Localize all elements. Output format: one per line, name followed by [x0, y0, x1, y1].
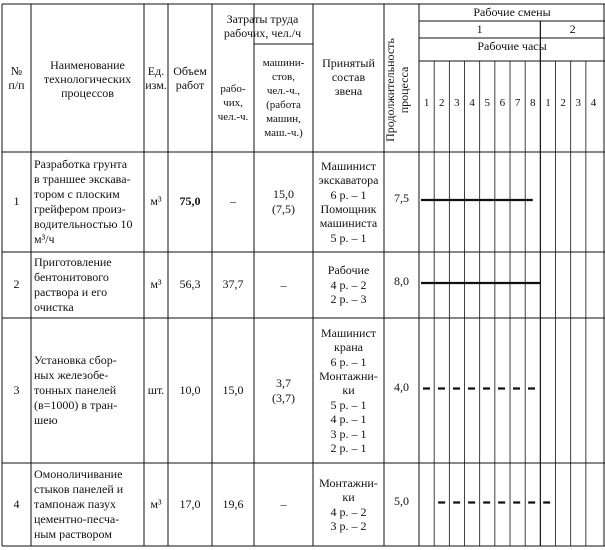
hour-number: 2 — [438, 97, 445, 109]
crew-cell-line: Машинист — [320, 158, 377, 173]
header-labor-workers-line: чел.-ч. — [217, 111, 249, 123]
machinists-cell — [254, 278, 313, 293]
volume-cell: 56,3 — [179, 277, 201, 291]
duration-cell: 5,0 — [394, 493, 409, 508]
crew-cell — [313, 326, 384, 456]
header-labor-machinists — [254, 56, 313, 140]
process-name — [34, 255, 141, 315]
header-labor-machinists-line: чел.-ч., — [266, 85, 301, 97]
process-name-line: водительностью 10 — [34, 217, 133, 231]
header-num-line: п/п — [8, 78, 25, 92]
process-name-line: (в=1000) в тран- — [34, 398, 118, 412]
header-unit — [144, 64, 168, 92]
duration-cell: 4,0 — [394, 379, 409, 394]
header-labor-machinists-line: машин, — [266, 113, 301, 125]
crew-cell-line: 5 р. – 1 — [330, 397, 367, 412]
crew-cell-line: ки — [342, 383, 355, 398]
machinists-cell-line: 15,0 — [273, 187, 294, 201]
volume-cell: 75,0 — [179, 194, 201, 208]
workers-cell: 37,7 — [222, 277, 244, 291]
process-name-line: раствора и его — [34, 285, 108, 299]
hour-number: 3 — [454, 97, 460, 109]
header-labor-workers-line: чих, — [223, 97, 243, 109]
row-number: 4 — [13, 496, 20, 511]
row-number: 3 — [13, 382, 20, 397]
hour-number: 1 — [545, 97, 551, 109]
header-labor-machinists-line: машини- — [262, 57, 305, 69]
process-name-line: тампонаж пазух — [34, 497, 117, 511]
machinists-cell — [254, 376, 313, 406]
header-labor-machinists-line: (работа — [266, 99, 301, 111]
header-labor-workers — [212, 82, 254, 124]
hour-number: 2 — [560, 97, 566, 109]
process-name-line: Разработка грунта — [34, 157, 128, 171]
header-duration-line: процесса — [397, 66, 411, 114]
header-crew-line: состав — [331, 70, 366, 84]
shift-number: 1 — [476, 22, 483, 36]
unit-cell: м³ — [150, 496, 162, 511]
process-name-line: шею — [34, 413, 58, 427]
crew-cell-line: Помощник — [320, 202, 377, 217]
hour-number: 4 — [590, 97, 597, 109]
header-crew — [313, 56, 384, 98]
header-name — [31, 58, 144, 100]
hour-number: 1 — [423, 97, 430, 109]
unit-cell: м³ — [150, 194, 162, 208]
machinists-cell — [254, 187, 313, 217]
header-num-line: № — [10, 64, 23, 78]
process-name-line: очистка — [34, 300, 74, 314]
hour-number: 6 — [499, 97, 506, 109]
duration-cell: 7,5 — [394, 191, 409, 205]
crew-cell-line: 5 р. – 1 — [330, 230, 367, 245]
header-shifts: Рабочие смены — [473, 5, 551, 19]
process-name-line: ных железобе- — [34, 368, 109, 382]
crew-cell-line: 6 р. – 1 — [330, 354, 367, 369]
crew-cell-line: Монтажни- — [319, 475, 378, 490]
process-name-line: грейфером произ- — [34, 202, 126, 216]
process-name-line: Установка сбор- — [34, 353, 117, 367]
header-volume-line: работ — [175, 78, 205, 92]
crew-cell-line: 2 р. – 1 — [330, 440, 367, 455]
volume-cell: 17,0 — [179, 496, 201, 511]
crew-cell-line: 4 р. – 2 — [330, 504, 367, 519]
header-crew-line: звена — [334, 84, 363, 98]
workers-cell: – — [230, 194, 236, 208]
crew-cell-line: крана — [334, 340, 363, 355]
crew-cell-line: экскаватора — [318, 173, 379, 188]
header-crew-line: Принятый — [322, 56, 375, 70]
crew-cell-line: 6 р. – 1 — [330, 187, 367, 202]
header-num — [2, 64, 31, 92]
hour-number: 4 — [469, 97, 475, 109]
header-labor-machinists-line: стов, — [272, 71, 295, 83]
header-volume — [168, 64, 212, 92]
crew-cell-line: 3 р. – 1 — [330, 426, 367, 441]
header-labor — [212, 12, 313, 40]
process-name — [34, 467, 141, 542]
crew-cell — [313, 476, 384, 534]
crew-cell-line: 3 р. – 2 — [330, 518, 367, 533]
header-duration — [383, 37, 419, 143]
header-labor-workers-line: рабо- — [220, 83, 246, 95]
row-number: 1 — [13, 194, 20, 208]
machinists-cell-line: (7,5) — [272, 202, 295, 216]
header-name-line: процессов — [61, 86, 114, 100]
volume-cell: 10,0 — [179, 382, 201, 397]
crew-cell-line: 4 р. – 1 — [330, 412, 367, 427]
process-name-line: бентонитового — [34, 270, 109, 284]
crew-cell — [313, 263, 384, 306]
process-name-line: м³/ч — [34, 232, 55, 246]
process-name-line: Приготовление — [34, 255, 112, 269]
machinists-cell — [254, 497, 313, 512]
process-name — [34, 353, 141, 428]
header-unit-line: изм. — [145, 78, 167, 92]
crew-cell-line: Машинист — [320, 325, 377, 340]
process-name-line: цементно-песча- — [34, 512, 120, 526]
crew-cell-line: Монтажни- — [319, 368, 378, 383]
header-name-line: Наименование — [50, 58, 125, 72]
machinists-cell-line: – — [280, 497, 287, 511]
header-labor-line: Затраты труда — [226, 12, 299, 26]
process-name-line: Омоноличивание — [34, 467, 123, 481]
unit-cell: шт. — [147, 382, 165, 397]
hour-number: 8 — [530, 97, 536, 109]
row-number: 2 — [13, 277, 20, 291]
crew-cell-line: ки — [342, 490, 355, 505]
process-name-line: ным раствором — [34, 527, 112, 541]
duration-cell: 8,0 — [394, 274, 409, 288]
crew-cell-line: машиниста — [319, 216, 378, 231]
header-labor-machinists-line: маш.-ч.) — [264, 127, 303, 139]
shift-number: 2 — [569, 22, 576, 36]
process-name-line: стыков панелей и — [34, 482, 124, 496]
header-hours: Рабочие часы — [477, 39, 547, 53]
process-name — [34, 157, 141, 247]
machinists-cell-line: 3,7 — [276, 375, 291, 390]
header-name-line: технологических — [43, 72, 132, 86]
header-labor-line: рабочих, чел./ч — [223, 26, 302, 40]
hour-number: 7 — [514, 97, 521, 109]
crew-cell-line: Рабочие — [327, 263, 370, 278]
crew-cell-line: 2 р. – 3 — [330, 292, 367, 307]
workers-cell: 15,0 — [222, 382, 244, 397]
process-name-line: тонных панелей — [34, 383, 117, 397]
header-unit-line: Ед. — [147, 64, 165, 78]
crew-cell — [313, 159, 384, 245]
process-name-line: в траншее экскава- — [34, 172, 131, 186]
header-volume-line: Объем — [173, 64, 207, 78]
machinists-cell-line: (3,7) — [272, 390, 295, 405]
header-duration-line: Продолжительность — [383, 38, 397, 142]
hour-number: 5 — [484, 97, 490, 109]
unit-cell: м³ — [150, 277, 162, 291]
process-name-line: тором с плоским — [34, 187, 120, 201]
workers-cell: 19,6 — [222, 496, 244, 511]
hour-number: 3 — [575, 97, 582, 109]
machinists-cell-line: – — [280, 277, 287, 292]
crew-cell-line: 4 р. – 2 — [330, 277, 367, 292]
